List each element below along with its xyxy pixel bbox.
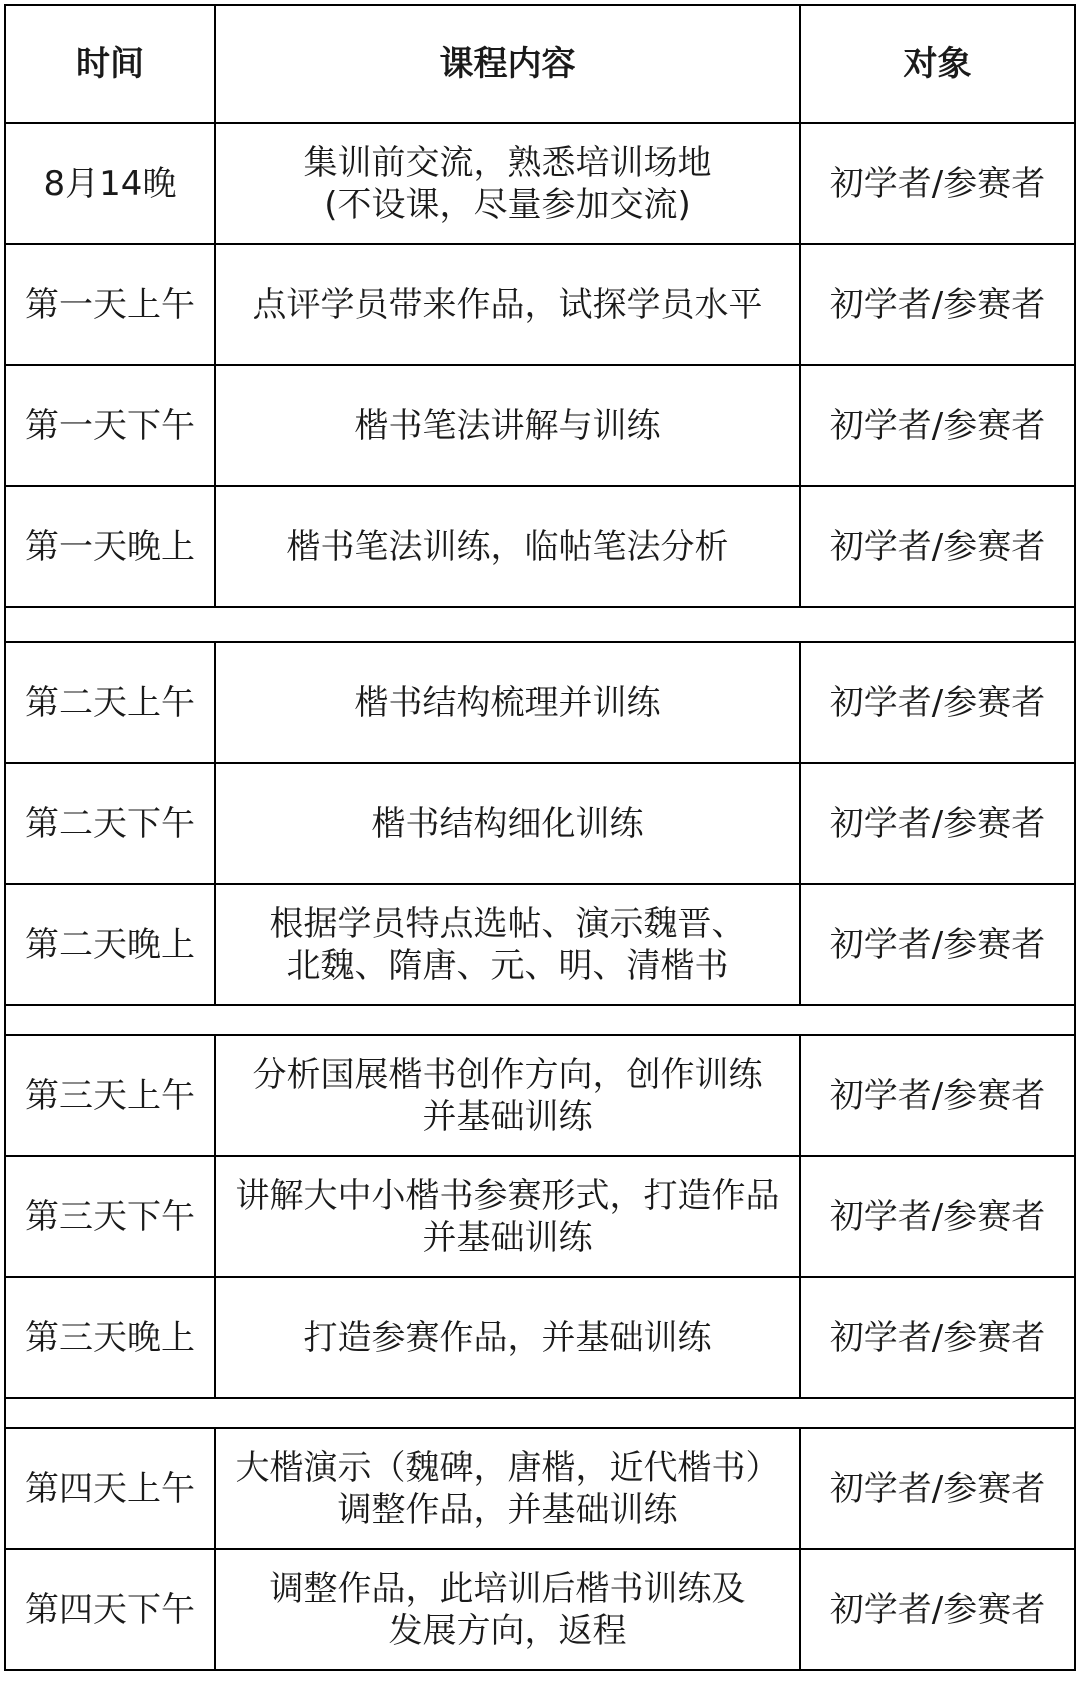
content-line: 集训前交流，熟悉培训场地 (303, 142, 712, 183)
content-cell (215, 763, 800, 884)
content-line: 北魏、隋唐、元、明、清楷书 (286, 945, 729, 986)
table-row (5, 1549, 1075, 1670)
content-line: 分析国展楷书创作方向，创作训练 (252, 1054, 763, 1095)
day-separator (5, 1398, 1075, 1428)
time-cell: 第二天上午 (5, 642, 215, 763)
target-cell: 初学者/参赛者 (800, 365, 1075, 486)
time-cell: 第四天下午 (5, 1549, 215, 1670)
header-time: 时间 (5, 5, 215, 123)
header-content: 课程内容 (215, 5, 800, 123)
table-row (5, 1428, 1075, 1549)
content-cell (215, 642, 800, 763)
target-cell: 初学者/参赛者 (800, 1156, 1075, 1277)
content-line: 点评学员带来作品，试探学员水平 (252, 284, 763, 325)
content-cell (215, 884, 800, 1005)
content-line: 发展方向，返程 (388, 1610, 627, 1651)
table-row (5, 642, 1075, 763)
table-row (5, 123, 1075, 244)
content-line: (不设课，尽量参加交流) (324, 184, 691, 225)
time-cell: 第四天上午 (5, 1428, 215, 1549)
content-cell (215, 1549, 800, 1670)
content-line: 并基础训练 (422, 1217, 593, 1258)
content-line: 楷书笔法讲解与训练 (354, 405, 661, 446)
target-cell: 初学者/参赛者 (800, 244, 1075, 365)
content-line: 楷书结构梳理并训练 (354, 682, 661, 723)
content-cell (215, 244, 800, 365)
content-line: 楷书笔法训练，临帖笔法分析 (286, 526, 729, 567)
time-cell: 第三天下午 (5, 1156, 215, 1277)
table-row (5, 763, 1075, 884)
content-line: 打造参赛作品，并基础训练 (303, 1317, 712, 1358)
content-cell (215, 365, 800, 486)
target-cell: 初学者/参赛者 (800, 1428, 1075, 1549)
table-row (5, 1156, 1075, 1277)
content-line: 调整作品，此培训后楷书训练及 (269, 1568, 746, 1609)
content-line: 调整作品，并基础训练 (337, 1489, 678, 1530)
day-separator (5, 1005, 1075, 1035)
table-row (5, 486, 1075, 607)
time-cell: 第三天晚上 (5, 1277, 215, 1398)
content-line: 并基础训练 (422, 1096, 593, 1137)
content-line: 根据学员特点选帖、演示魏晋、 (269, 903, 746, 944)
content-cell (215, 1035, 800, 1156)
table-row (5, 1035, 1075, 1156)
target-cell: 初学者/参赛者 (800, 884, 1075, 1005)
table-row (5, 884, 1075, 1005)
time-cell: 第一天晚上 (5, 486, 215, 607)
content-cell (215, 1277, 800, 1398)
content-cell (215, 1156, 800, 1277)
table-row (5, 244, 1075, 365)
time-cell: 第二天晚上 (5, 884, 215, 1005)
target-cell: 初学者/参赛者 (800, 1549, 1075, 1670)
target-cell: 初学者/参赛者 (800, 1035, 1075, 1156)
time-cell: 第二天下午 (5, 763, 215, 884)
content-cell (215, 1428, 800, 1549)
content-cell (215, 123, 800, 244)
target-cell: 初学者/参赛者 (800, 1277, 1075, 1398)
time-cell: 8月14晚 (5, 123, 215, 244)
content-line: 楷书结构细化训练 (371, 803, 644, 844)
target-cell: 初学者/参赛者 (800, 642, 1075, 763)
target-cell: 初学者/参赛者 (800, 123, 1075, 244)
table-row (5, 1277, 1075, 1398)
content-line: 大楷演示（魏碑，唐楷，近代楷书） (235, 1447, 780, 1488)
target-cell: 初学者/参赛者 (800, 486, 1075, 607)
day-separator (5, 607, 1075, 642)
time-cell: 第一天上午 (5, 244, 215, 365)
content-line: 讲解大中小楷书参赛形式，打造作品 (235, 1175, 780, 1216)
time-cell: 第一天下午 (5, 365, 215, 486)
course-schedule-table (4, 4, 1076, 1671)
table-header-row (5, 5, 1075, 123)
table-row (5, 365, 1075, 486)
time-cell: 第三天上午 (5, 1035, 215, 1156)
content-cell (215, 486, 800, 607)
header-target: 对象 (800, 5, 1075, 123)
target-cell: 初学者/参赛者 (800, 763, 1075, 884)
